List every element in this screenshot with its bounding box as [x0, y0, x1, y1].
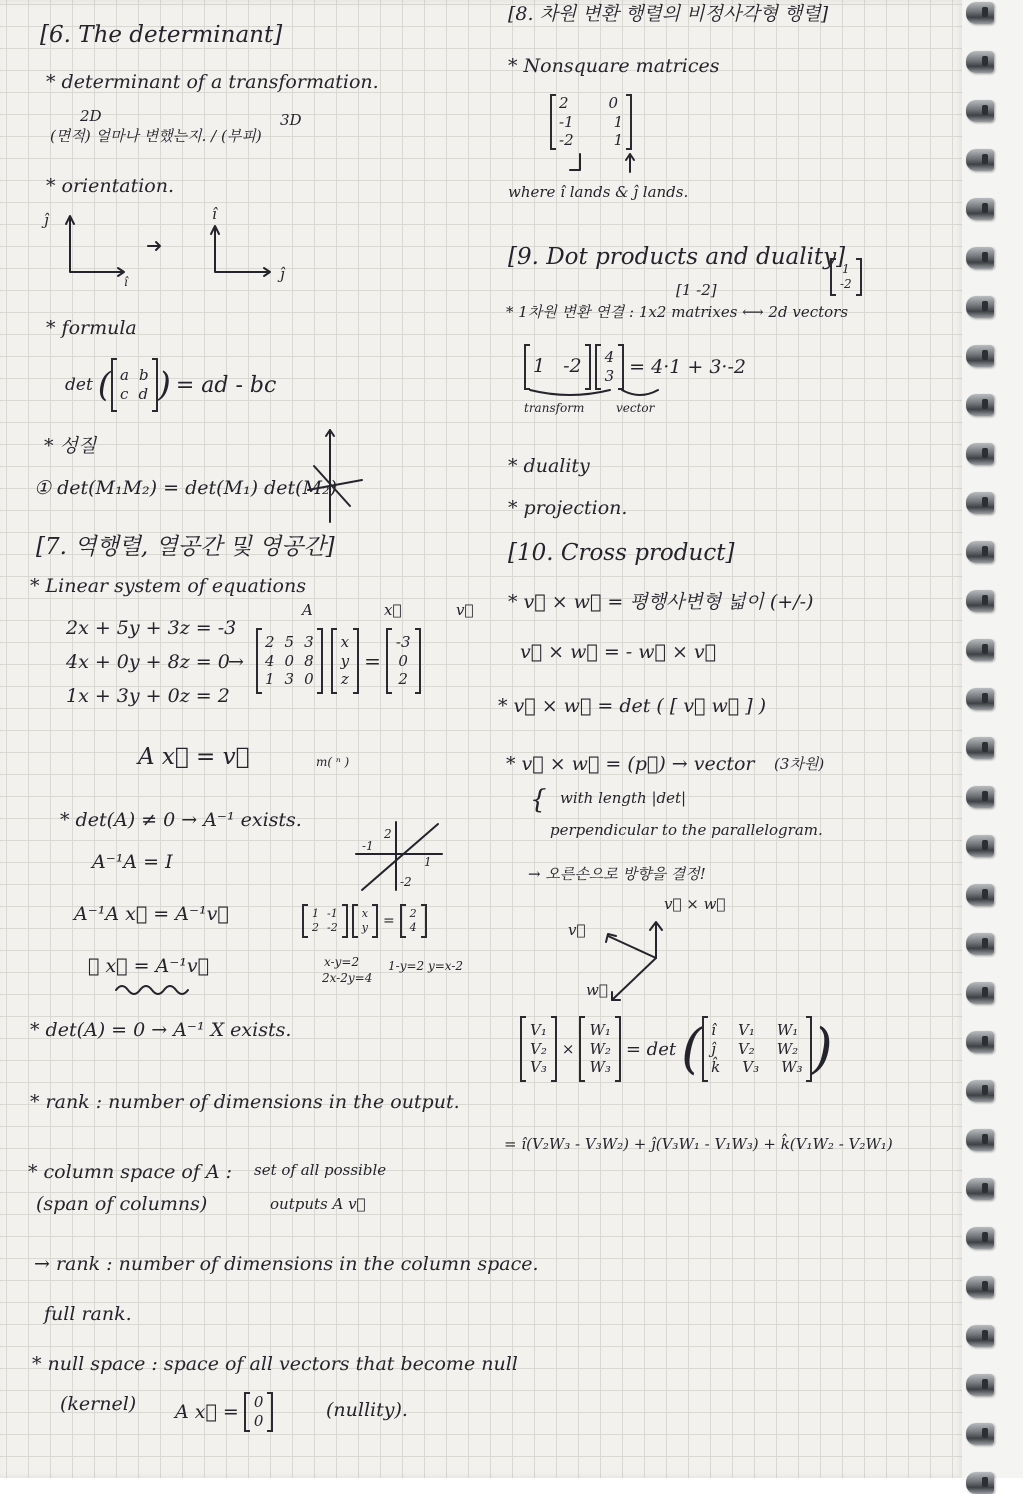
section-10-heading: [10. Cross product] [508, 540, 735, 566]
ns-r1c2: 0 [608, 93, 619, 112]
curly-brace: { [530, 785, 547, 815]
section-7-heading: [7. 역행렬, 열공간 및 영공간] [36, 534, 335, 560]
spiral-ring [966, 590, 994, 612]
cm-r1c3: W₁ [776, 1020, 799, 1039]
spiral-ring [966, 1178, 994, 1200]
right-hand-rule: → 오른손으로 방향을 결정! [528, 865, 706, 883]
A-r3c2: 3 [284, 670, 295, 689]
vector-label: vector [616, 401, 655, 415]
column-arrows [566, 150, 646, 178]
v-vec-1: -3 [395, 632, 411, 651]
cm-r3c2: V₃ [742, 1058, 760, 1077]
dot-col-1: 4 [604, 348, 615, 367]
3d-axes-sketch [300, 426, 370, 526]
spiral-ring [966, 1325, 994, 1347]
duality-note: * duality [508, 455, 590, 477]
det-zero-note: * det(A) = 0 → A⁻¹ X exists. [30, 1019, 292, 1041]
A-r1c3: 3 [304, 632, 314, 651]
spiral-ring [966, 149, 994, 171]
bracket [267, 1392, 273, 1432]
det-a: a [120, 366, 129, 385]
v-vec-3: 2 [398, 670, 408, 689]
system-matrix-equation: 2 5 3 4 0 8 1 3 0 x y z = -3 0 2 [256, 628, 421, 694]
ex-v-2: 4 [409, 921, 417, 934]
under-note: m( ⁿ ) [316, 755, 350, 769]
cross-w2: W₂ [589, 1039, 611, 1058]
example-note-1: x-y=2 [324, 955, 360, 969]
det-d: d [138, 385, 149, 403]
matrix-label-x: x⃗ [384, 601, 402, 619]
dot-row-2: -2 [563, 355, 582, 378]
cross-product-area: * v⃗ × w⃗ = 평행사변형 넓이 (+/-) [508, 591, 814, 613]
matrix-label-v: v⃗ [456, 601, 474, 619]
cross-v3: V₃ [530, 1058, 547, 1077]
cross-product-anticommute: v⃗ × w⃗ = - w⃗ × v⃗ [520, 641, 717, 663]
cross-product-3d: (3차원) [774, 755, 825, 773]
x-vec-2: y [340, 651, 350, 670]
cm-r2c3: W₂ [776, 1039, 799, 1058]
A-r1c1: 2 [265, 632, 275, 651]
label-w: w⃗ [586, 981, 608, 999]
where-lands-note: where î lands & ĵ lands. [508, 183, 689, 201]
null-space-definition: * null space : space of all vectors that become null [32, 1353, 518, 1375]
null-space-equation [170, 1392, 273, 1432]
spiral-ring [966, 541, 994, 563]
ns-r3c1: -2 [559, 131, 574, 150]
spiral-ring [966, 296, 994, 318]
spiral-binding [962, 0, 1023, 1478]
det-rhs: = ad - bc [175, 372, 277, 398]
kernel-label: (kernel) [60, 1393, 137, 1415]
cross-product-expansion: = î(V₂W₃ - V₃W₂) + ĵ(V₃W₁ - V₁W₃) + k̂(V₁W₂ - V₂W₁) [504, 1135, 893, 1153]
cross-v2: V₂ [530, 1039, 547, 1058]
bracket [342, 904, 348, 938]
cross-length: with length |det| [560, 789, 687, 807]
example-note-3: 1-y=2 y=x-2 [388, 959, 464, 973]
orient-i-label-2: î [212, 205, 217, 223]
dot-product-example [524, 344, 751, 390]
A-r2c2: 0 [284, 651, 295, 670]
spiral-ring [966, 688, 994, 710]
matrix-label-A: A [302, 601, 313, 619]
graph-label-1: 1 [424, 855, 432, 869]
dim-note-2d: 2D [80, 107, 102, 125]
det-b: b [139, 366, 149, 385]
orientation-note: * orientation. [46, 175, 175, 197]
cm-r3c1: k̂ [711, 1058, 721, 1077]
underline-squiggle [114, 982, 194, 996]
graph-label-minus2: -2 [400, 875, 412, 889]
spiral-ring [966, 1276, 994, 1298]
section-8-heading: [8. 차원 변환 행렬의 비정사각형 행렬] [508, 3, 829, 25]
formula-label: * formula [46, 317, 137, 339]
linear-system-label: * Linear system of equations [30, 575, 306, 597]
cross-v1: V₁ [530, 1020, 547, 1039]
spiral-ring [966, 639, 994, 661]
ex-x-2: y [361, 921, 368, 934]
spiral-ring [966, 835, 994, 857]
property-1: ① det(M₁M₂) = det(M₁) det(M₂) [34, 477, 337, 499]
projection-note: * projection. [508, 497, 628, 519]
spiral-ring [966, 1423, 994, 1445]
area-volume-change-note: (면적) 얼마나 변했는지. / (부피) [50, 127, 262, 145]
spiral-ring [966, 100, 994, 122]
transform-label: transform [524, 401, 585, 415]
spiral-ring [966, 1129, 994, 1151]
bracket [415, 628, 421, 694]
ns-r2c2: 1 [613, 112, 624, 131]
ex-m-21: 2 [312, 921, 319, 934]
spiral-ring [966, 884, 994, 906]
equation-2: 4x + 0y + 8z = 0 [66, 651, 230, 673]
example-matrix-equation: 1 2 -1 -2 x y = 2 4 [302, 904, 427, 938]
cross-w3: W₃ [589, 1058, 611, 1077]
spiral-ring [966, 394, 994, 416]
A-r3c1: 1 [265, 670, 275, 689]
cm-r3c3: W₃ [781, 1058, 803, 1077]
orient-j-label-1: ĵ [44, 211, 49, 229]
A-r2c1: 4 [265, 651, 275, 670]
ex-m-11: 1 [312, 907, 319, 921]
example-note-2: 2x-2y=4 [322, 971, 373, 985]
inverse-line-2: A⁻¹A x⃗ = A⁻¹v⃗ [74, 903, 229, 925]
dot-rhs: = 4·1 + 3·-2 [629, 356, 746, 378]
cm-r2c1: ĵ [711, 1039, 716, 1058]
ns-r3c2: 1 [613, 131, 624, 150]
spiral-ring [966, 786, 994, 808]
cross-product-vector: * v⃗ × w⃗ = (p⃗) → vector [506, 753, 755, 775]
equation-3: 1x + 3y + 0z = 2 [66, 685, 230, 707]
cross-w1: W₁ [589, 1020, 611, 1039]
equation-1: 2x + 5y + 3z = -3 [66, 617, 237, 639]
ns-r1c1: 2 [559, 93, 569, 112]
determinant-of-transformation-note: * determinant of a transformation. [46, 71, 379, 93]
spiral-ring [966, 443, 994, 465]
small-column-vector [830, 258, 862, 296]
ex-v-1: 2 [409, 907, 417, 921]
orient-i-label-1: î [124, 275, 128, 289]
dot-row-1: 1 [533, 355, 546, 378]
det-c: c [120, 385, 129, 403]
bracket [317, 628, 323, 694]
A-r2c3: 8 [304, 651, 314, 670]
spiral-ring [966, 737, 994, 759]
ax-equals: A x⃗ = [175, 1401, 239, 1423]
spiral-ring [966, 1472, 994, 1494]
A-r1c2: 5 [284, 632, 295, 651]
cm-r1c1: î [711, 1020, 716, 1039]
spiral-ring [966, 492, 994, 514]
null-vec-1: 0 [253, 1393, 264, 1412]
column-space-def-2: outputs A v⃗ [270, 1195, 366, 1213]
ax-equals-v: A x⃗ = v⃗ [138, 744, 250, 770]
section-6-heading: [6. The determinant] [40, 22, 283, 48]
bracket [856, 258, 862, 296]
rank-column-space: → rank : number of dimensions in the column space. [34, 1253, 539, 1275]
column-space-def-1: set of all possible [254, 1161, 387, 1179]
det-nonzero-note: * det(A) ≠ 0 → A⁻¹ exists. [60, 809, 302, 831]
label-v: v⃗ [568, 921, 586, 939]
spiral-ring [966, 2, 994, 24]
spiral-ring [966, 1227, 994, 1249]
spiral-ring [966, 247, 994, 269]
ex-m-12: -1 [327, 907, 338, 921]
x-vec-3: z [340, 670, 349, 689]
spiral-ring [966, 1374, 994, 1396]
spiral-ring [966, 198, 994, 220]
bracket [585, 344, 591, 390]
det-formula: det ( a b c d ) = ad - bc [60, 358, 281, 412]
inverse-line-1: A⁻¹A = I [92, 851, 173, 873]
small-vec-1: 1 [842, 262, 850, 276]
rank-definition: * rank : number of dimensions in the output. [30, 1091, 460, 1113]
dim-note-3d: 3D [280, 111, 302, 129]
cross-det-word: = det [625, 1038, 677, 1060]
cm-r1c2: V₁ [737, 1020, 755, 1039]
dot-col-2: 3 [604, 367, 615, 385]
bracket [626, 94, 632, 150]
spiral-ring [966, 933, 994, 955]
null-vec-2: 0 [253, 1412, 264, 1430]
ex-x-1: x [361, 907, 368, 921]
ex-m-22: -2 [327, 921, 338, 934]
orient-j-label-2: ĵ [280, 265, 285, 283]
inverse-line-3: ∴ x⃗ = A⁻¹v⃗ [88, 955, 210, 977]
graph-label-minus1: -1 [362, 839, 374, 853]
cross-product-det: * v⃗ × w⃗ = det ( [ v⃗ w⃗ ] ) [498, 695, 767, 717]
small-vec-2: -2 [840, 277, 852, 291]
duality-connection-note: * 1차원 변환 연결 : 1x2 matrixes ⟷ 2d vectors [506, 303, 849, 321]
label-v-cross-w: v⃗ × w⃗ [664, 895, 726, 913]
arrow-to-matrix: → [228, 651, 244, 673]
cross-perpendicular: perpendicular to the parallelogram. [550, 821, 823, 839]
spiral-ring [966, 1080, 994, 1102]
cross-product-formula: V₁ V₂ V₃ × W₁ W₂ W₃ = det ( î V₁ W₁ ĵ V₂ W₂ k̂ V₃ W₃ ) [520, 1016, 833, 1082]
cm-r2c2: V₂ [737, 1039, 755, 1058]
properties-label: * 성질 [44, 435, 97, 457]
column-space-label: * column space of A : [28, 1161, 233, 1183]
spiral-ring [966, 1031, 994, 1053]
nullity-label: (nullity). [326, 1399, 408, 1421]
x-vec-1: x [340, 632, 350, 651]
v-vec-2: 0 [398, 651, 408, 670]
spiral-ring [966, 982, 994, 1004]
bracket [421, 904, 427, 938]
A-r3c3: 0 [304, 670, 314, 689]
section-9-heading: [9. Dot products and duality] [508, 244, 846, 270]
full-rank: full rank. [44, 1303, 132, 1325]
nonsquare-matrix [550, 94, 632, 150]
nonsquare-label: * Nonsquare matrices [508, 55, 720, 77]
spiral-ring [966, 51, 994, 73]
small-row-matrix: [1 -2] [676, 281, 717, 299]
det-word: det [65, 375, 93, 395]
ns-r2c1: -1 [559, 112, 574, 131]
span-of-columns: (span of columns) [36, 1193, 208, 1215]
spiral-ring [966, 345, 994, 367]
graph-label-2: 2 [384, 827, 392, 841]
